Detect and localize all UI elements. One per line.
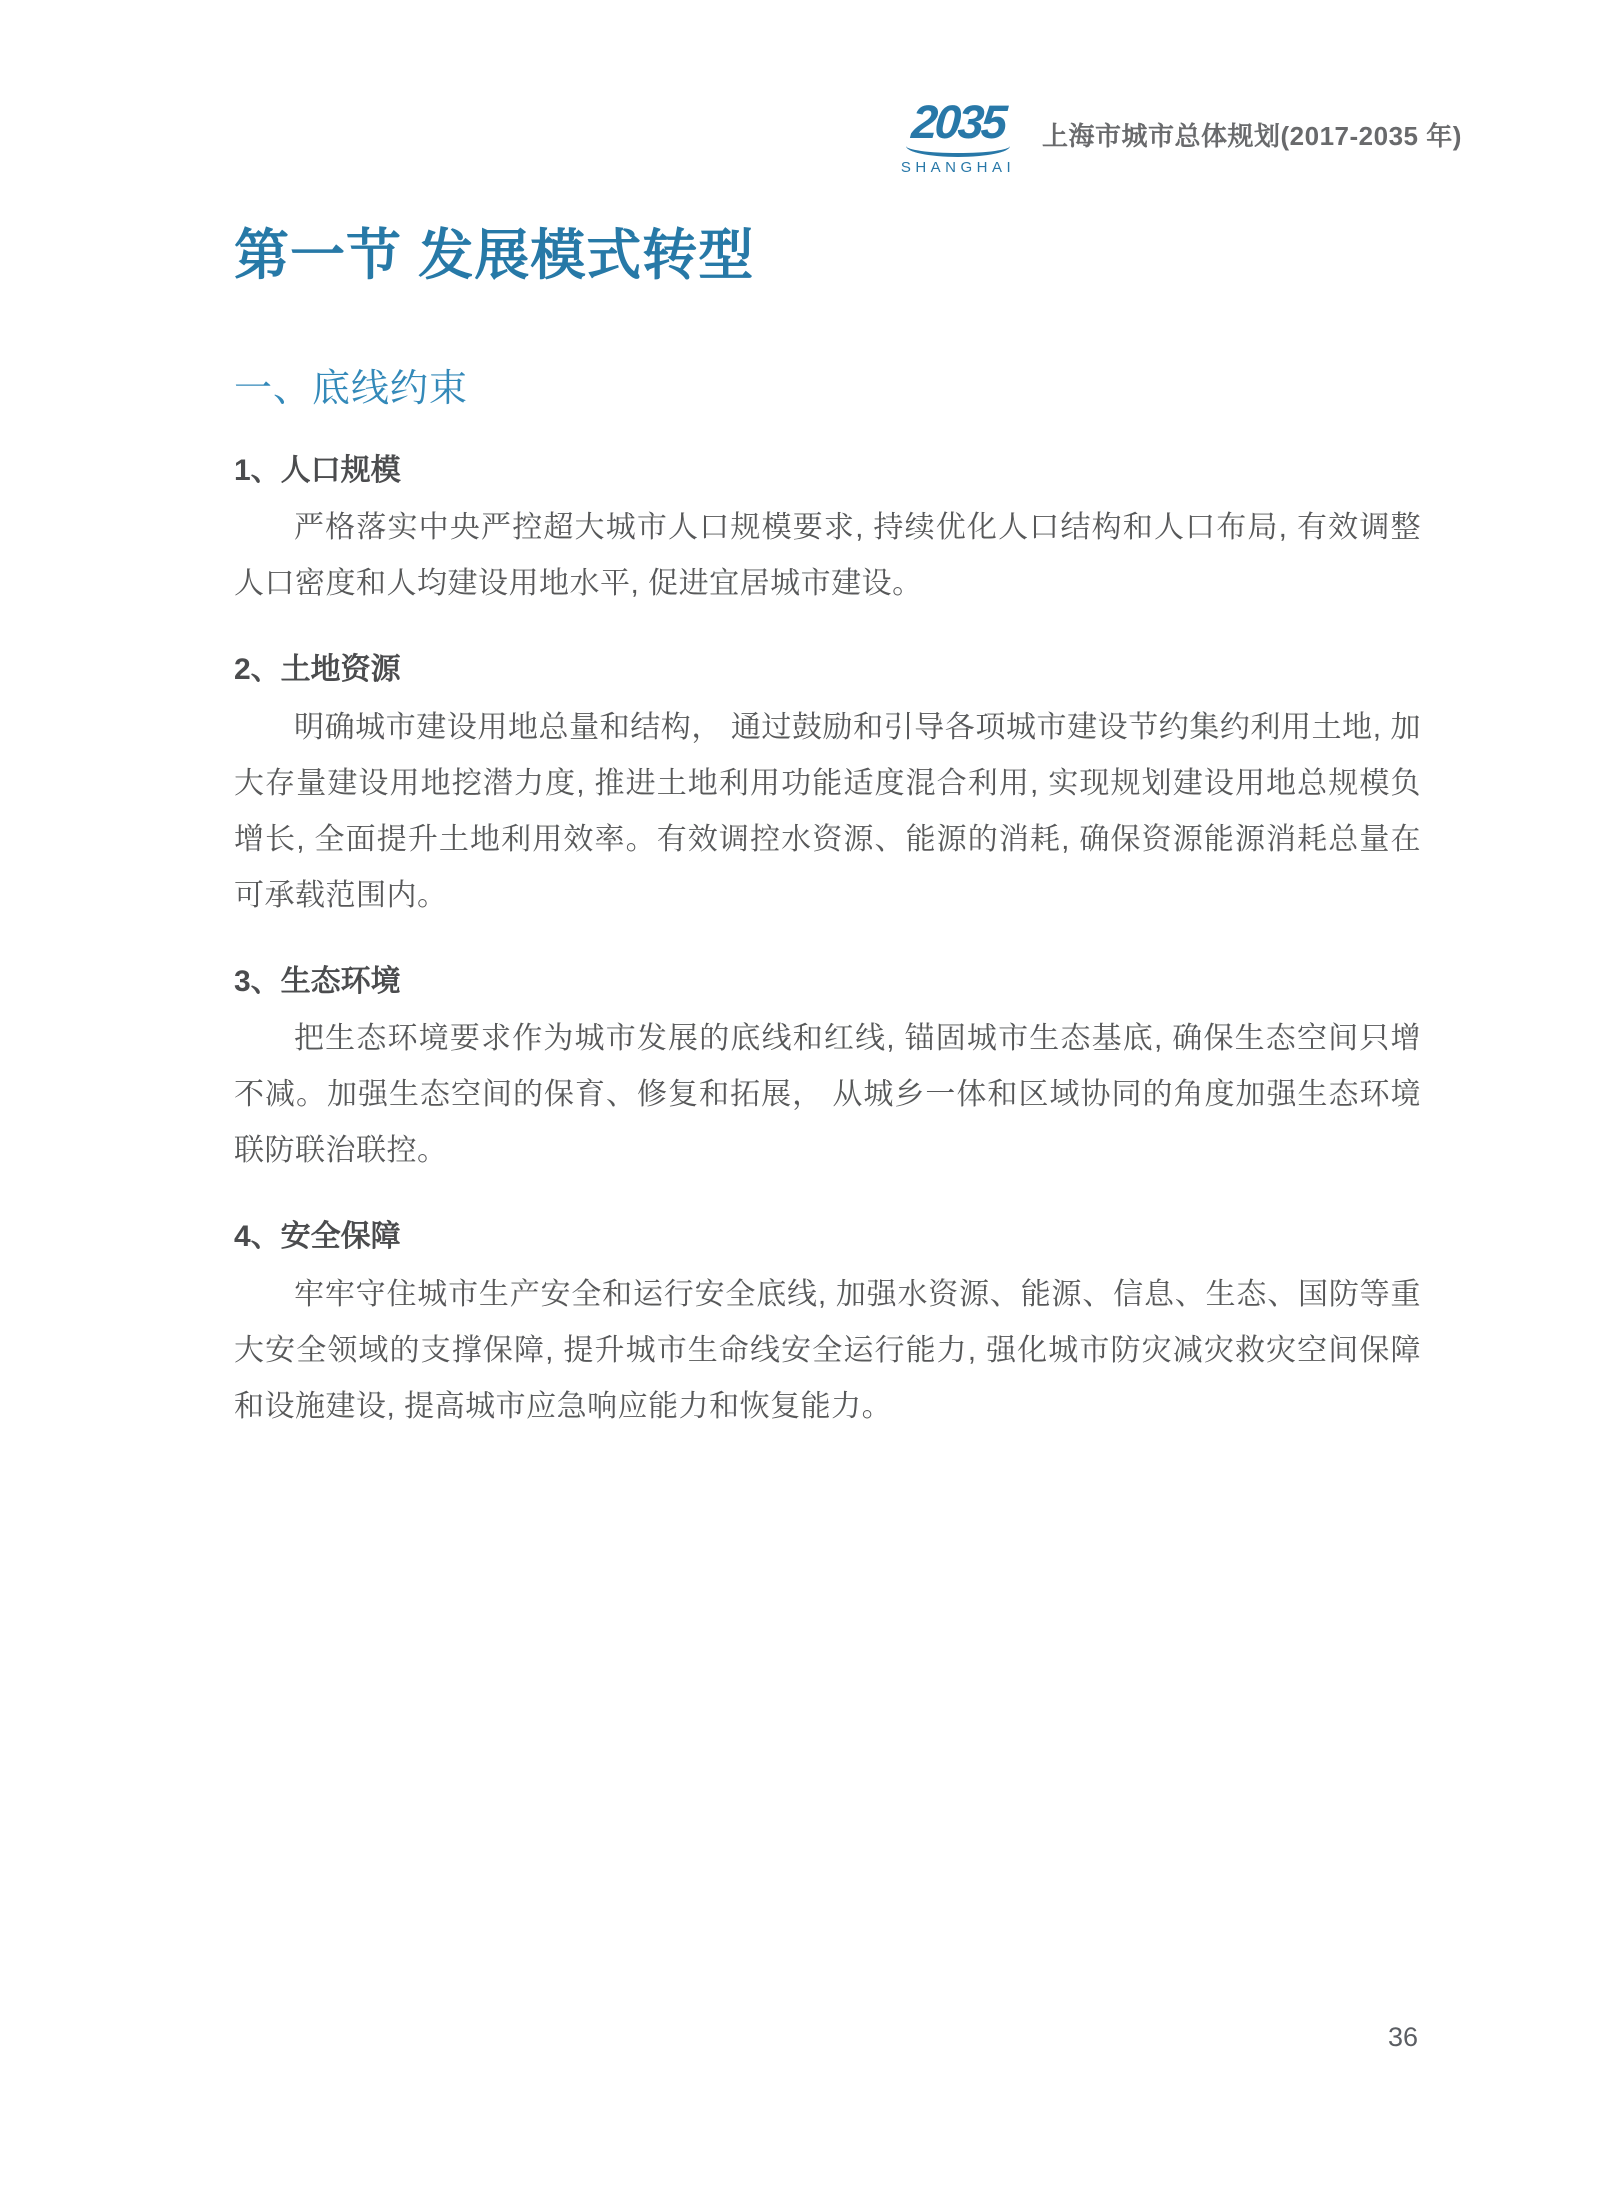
sub-heading-ecology: 3、生态环境	[234, 964, 401, 998]
sub-heading-land: 2、土地资源	[234, 653, 401, 687]
paragraph-land: 明确城市建设用地总量和结构， 通过鼓励和引导各项城市建设节约集约利用土地, 加大存量建设用地挖潜力度, 推进土地利用功能适度混合利用, 实现规划建设用地总规模负增长, 全面提升土地利用效率。有效调控水资源、能源的消耗, 确保资源能源消耗总量在可承载范围内。	[234, 710, 1421, 912]
subsection-title: 一、底线约束	[234, 368, 469, 411]
logo-year-text: 2035	[909, 95, 1007, 148]
section-title: 第一节 发展模式转型	[234, 224, 755, 286]
sub-heading-population: 1、人口规模	[234, 453, 401, 487]
document-title: 上海市城市总体规划(2017-2035 年)	[1042, 121, 1462, 151]
logo-city-text: SHANGHAI	[900, 159, 1016, 176]
content-column	[234, 0, 1421, 1435]
sub-heading-safety: 4、安全保障	[234, 1220, 401, 1254]
paragraph-ecology: 把生态环境要求作为城市发展的底线和红线, 锚固城市生态基底, 确保生态空间只增不减。加强生态空间的保育、修复和拓展， 从城乡一体和区域协同的角度加强生态环境联防联治联控。	[234, 1022, 1421, 1168]
page-number: 36	[1388, 2022, 1419, 2052]
paragraph-safety: 牢牢守住城市生产安全和运行安全底线, 加强水资源、能源、信息、生态、国防等重大安全领域的支撑保障, 提升城市生命线安全运行能力, 强化城市防灾减灾救灾空间保障和设施建设, 提高城市应急响应能力和恢复能力。	[234, 1277, 1421, 1423]
paragraph-population: 严格落实中央严控超大城市人口规模要求, 持续优化人口结构和人口布局, 有效调整人口密度和人均建设用地水平, 促进宜居城市建设。	[234, 511, 1421, 601]
